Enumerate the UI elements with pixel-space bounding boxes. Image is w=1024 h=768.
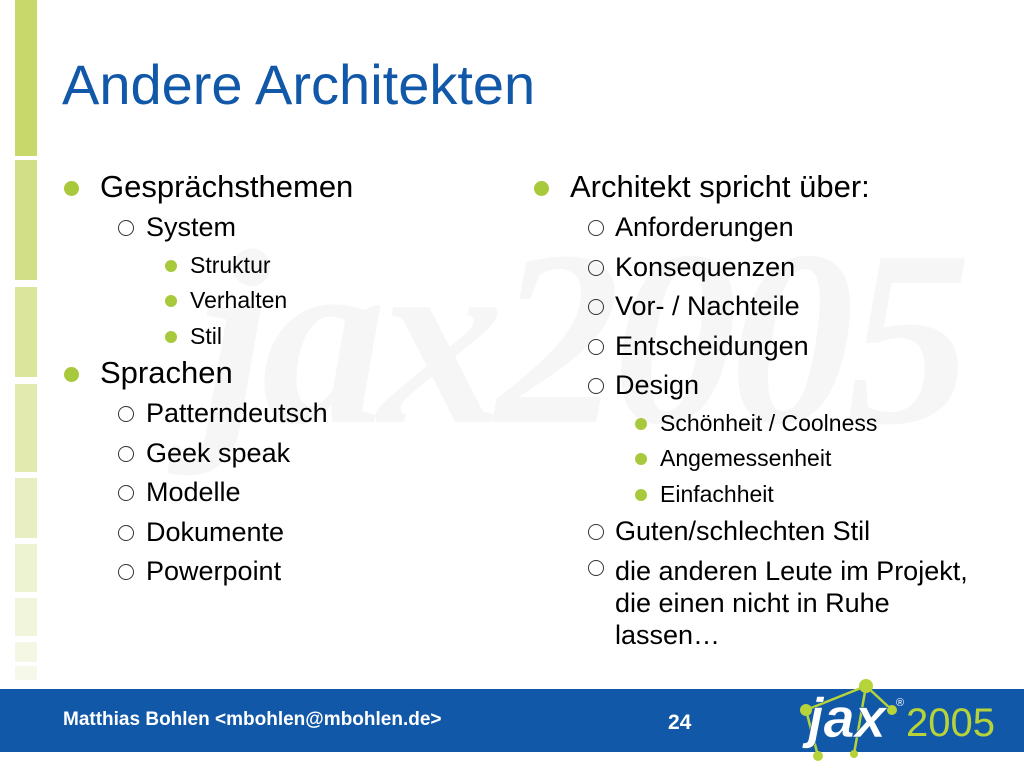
- bullet-ring-icon: [118, 446, 134, 462]
- bullet-dot-icon: [165, 260, 177, 272]
- side-bar-segment: [15, 160, 37, 280]
- sub-bullet-text: Entscheidungen: [615, 330, 809, 361]
- bullet-dot-icon: [165, 295, 177, 307]
- sub-bullet-text: Geek speak: [146, 437, 291, 468]
- sub-bullet-text: Konsequenzen: [615, 251, 796, 282]
- sub-sub-bullet-item: [60, 319, 480, 355]
- sub-bullet-text: Anforderungen: [615, 212, 794, 242]
- bullet-dot-icon: [534, 181, 549, 196]
- bullet-ring-icon: [588, 560, 604, 576]
- side-bar-segment: [15, 598, 37, 636]
- logo-registered-mark: ®: [896, 697, 905, 709]
- sub-bullet-item: [60, 208, 480, 248]
- sub-sub-bullet-item: [60, 248, 480, 284]
- sub-bullet-item: [60, 394, 480, 434]
- side-bar-segment: [15, 384, 37, 472]
- sub-sub-bullet-text: Einfachheit: [660, 480, 774, 507]
- sub-bullet-text: Modelle: [146, 477, 241, 507]
- sub-sub-bullet-item: [530, 477, 970, 513]
- sub-bullet-text: Patterndeutsch: [146, 398, 328, 428]
- sub-sub-bullet-text: Schönheit / Coolness: [660, 409, 878, 436]
- side-decoration-bar: [15, 0, 37, 690]
- right-bullet-list: [530, 168, 970, 651]
- bullet-ring-icon: [588, 299, 604, 315]
- sub-bullet-text: System: [146, 212, 237, 242]
- side-bar-segment: [15, 642, 37, 662]
- sub-bullet-item: [530, 287, 970, 327]
- bullet-text: Sprachen: [100, 355, 233, 390]
- sub-bullet-text: Design: [615, 370, 700, 400]
- sub-bullet-item: [60, 513, 480, 553]
- bullet-ring-icon: [118, 406, 134, 422]
- sub-bullet-text: Powerpoint: [146, 556, 282, 586]
- sub-sub-bullet-text: Struktur: [190, 251, 271, 278]
- logo-jax-text: jax: [808, 686, 886, 749]
- bullet-text: Architekt spricht über:: [570, 169, 870, 204]
- left-bullet-list: [60, 168, 480, 592]
- sub-bullet-text: Vor- / Nachteile: [615, 291, 800, 321]
- bullet-dot-icon: [635, 453, 647, 465]
- bullet-dot-icon: [64, 181, 79, 196]
- bullet-item: [60, 168, 480, 206]
- sub-bullet-item: [530, 208, 970, 248]
- sub-bullet-item: [530, 366, 970, 406]
- sub-bullet-item: [60, 552, 480, 592]
- sub-bullet-item: [60, 434, 480, 474]
- bullet-item: [530, 168, 970, 206]
- sub-sub-bullet-text: Verhalten: [190, 287, 288, 313]
- side-bar-segment: [15, 666, 37, 680]
- page-number: 24: [668, 711, 692, 734]
- sub-bullet-item: [530, 248, 970, 288]
- footer-author: Matthias Bohlen <mbohlen@mbohlen.de>: [63, 709, 442, 730]
- slide-title: Andere Architekten: [62, 53, 536, 116]
- side-bar-segment: [15, 287, 37, 377]
- bullet-ring-icon: [588, 260, 604, 276]
- bullet-ring-icon: [588, 524, 604, 540]
- bullet-dot-icon: [165, 331, 177, 343]
- side-bar-segment: [15, 0, 37, 156]
- sub-bullet-item: [530, 512, 970, 552]
- sub-bullet-item: [60, 473, 480, 513]
- sub-sub-bullet-item: [60, 283, 480, 319]
- side-bar-segment: [15, 478, 37, 538]
- bullet-dot-icon: [64, 367, 79, 382]
- bullet-ring-icon: [118, 485, 134, 501]
- sub-sub-bullet-item: [530, 441, 970, 477]
- sub-sub-bullet-text: Angemessenheit: [660, 445, 832, 471]
- sub-bullet-text: Guten/schlechten Stil: [615, 516, 871, 546]
- sub-bullet-item: [530, 327, 970, 367]
- bullet-dot-icon: [635, 418, 647, 430]
- bullet-ring-icon: [588, 220, 604, 236]
- jax2005-logo: [770, 670, 1020, 765]
- bullet-text: Gesprächsthemen: [100, 169, 354, 204]
- bullet-ring-icon: [118, 564, 134, 580]
- sub-sub-bullet-item: [530, 406, 970, 442]
- logo-year-text: 2005: [906, 701, 995, 745]
- sub-bullet-text: Dokumente: [146, 516, 285, 547]
- bullet-ring-icon: [118, 525, 134, 541]
- bullet-ring-icon: [588, 378, 604, 394]
- side-bar-segment: [15, 544, 37, 592]
- sub-sub-bullet-text: Stil: [190, 322, 222, 349]
- bullet-dot-icon: [635, 489, 647, 501]
- sub-bullet-item: [530, 552, 970, 651]
- bullet-item: [60, 354, 480, 392]
- bullet-ring-icon: [588, 339, 604, 355]
- bullet-ring-icon: [118, 220, 134, 236]
- sub-bullet-text: die anderen Leute im Projekt, die einen nicht in Ruhe lassen…: [615, 555, 968, 650]
